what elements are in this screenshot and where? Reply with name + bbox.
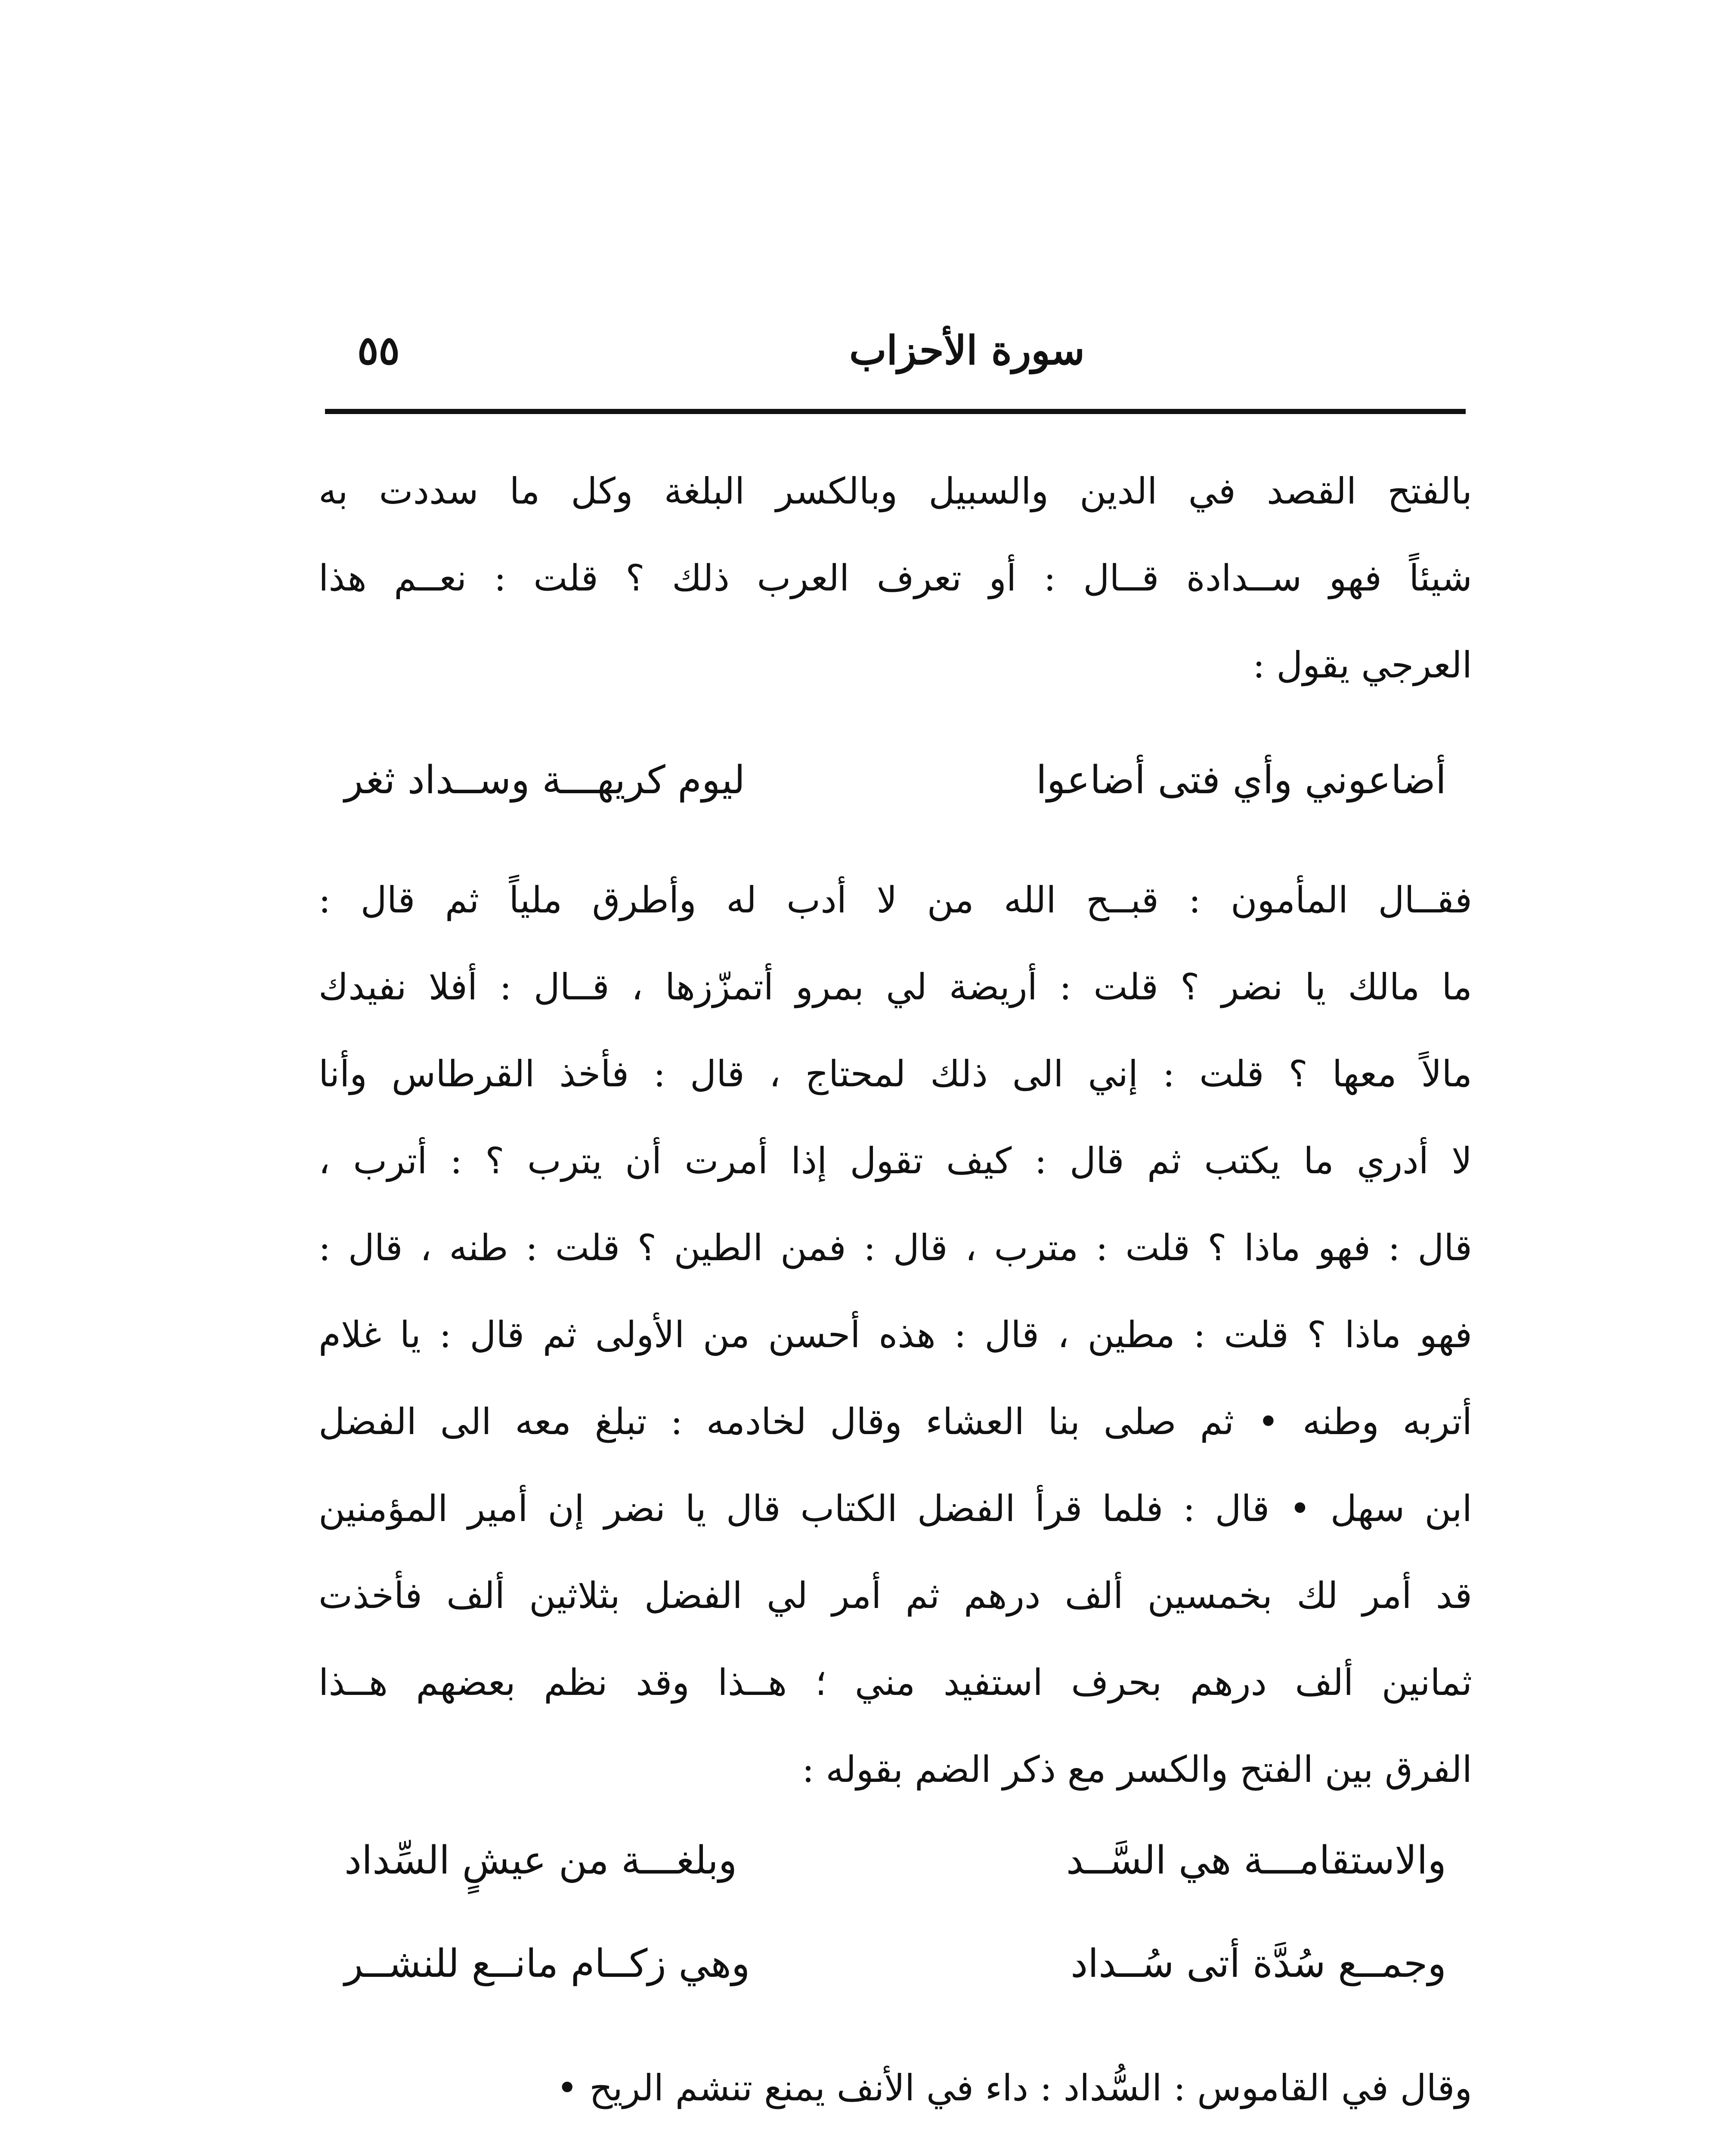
paragraph-2 <box>319 856 1472 1813</box>
verse-1 <box>344 758 1446 835</box>
paragraph-line: قال : فهو ماذا ؟ قلت : مترب ، قال : فمن الطين ؟ قلت : طنه ، قال : <box>319 1227 1472 1269</box>
verse-second-hemistich: وبلغـــة من عيشٍ السِّداد <box>344 1838 737 1883</box>
paragraph-line: فقــال المأمون : قبــح الله من لا أدب له وأطرق ملياً ثم قال : <box>319 879 1472 921</box>
verse-2 <box>344 1838 1446 1915</box>
paragraph-line: شيئاً فهو ســدادة قــال : أو تعرف العرب ذلك ؟ قلت : نعــم هذا <box>319 557 1472 599</box>
header-rule <box>325 409 1466 414</box>
verse-second-hemistich: وهي زكــام مانــع للنشــر <box>344 1941 750 1986</box>
verse-first-hemistich: والاستقامـــة هي السَّــد <box>1066 1838 1446 1883</box>
paragraph-line: ما مالك يا نضر ؟ قلت : أريضة لي بمرو أتمزّزها ، قــال : أفلا نفيدك <box>319 966 1472 1008</box>
verse-first-hemistich: وجمــع سُدَّة أتى سُــداد <box>1071 1941 1446 1986</box>
paragraph-line: مالاً معها ؟ قلت : إني الى ذلك لمحتاج ، قال : فأخذ القرطاس وأنا <box>319 1053 1472 1095</box>
paragraph-line: وقال في القاموس : السُّداد : داء في الأنف يمنع تنشم الريح • <box>556 2067 1472 2109</box>
paragraph-line: بالفتح القصد في الدين والسبيل وبالكسر البلغة وكل ما سددت به <box>319 470 1472 512</box>
paragraph-line: فهو ماذا ؟ قلت : مطين ، قال : هذه أحسن من الأولى ثم قال : يا غلام <box>319 1314 1472 1356</box>
paragraph-line: قد أمر لك بخمسين ألف درهم ثم أمر لي الفضل بثلاثين ألف فأخذت <box>319 1574 1472 1617</box>
paragraph-line: لا أدري ما يكتب ثم قال : كيف تقول إذا أمرت أن يترب ؟ : أترب ، <box>319 1140 1472 1182</box>
verse-second-hemistich: ليوم كريهـــة وســداد ثغر <box>344 758 746 803</box>
paragraph-1 <box>319 448 1472 708</box>
verse-first-hemistich: أضاعوني وأي فتى أضاعوا <box>1036 758 1446 803</box>
paragraph-line: ثمانين ألف درهم بحرف استفيد مني ؛ هــذا وقد نظم بعضهم هــذا <box>319 1661 1472 1704</box>
running-title: سورة الأحزاب <box>849 327 1085 374</box>
verse-3 <box>344 1941 1446 2019</box>
paragraph-line: الفرق بين الفتح والكسر مع ذكر الضم بقوله : <box>802 1748 1472 1790</box>
page-header <box>319 318 1472 383</box>
page-number: ٥٥ <box>357 327 400 374</box>
paragraph-3 <box>319 2044 1472 2131</box>
paragraph-line: ابن سهل • قال : فلما قرأ الفضل الكتاب قال يا نضر إن أمير المؤمنين <box>319 1487 1472 1530</box>
paragraph-line: العرجي يقول : <box>1253 644 1472 686</box>
paragraph-line: أتربه وطنه • ثم صلى بنا العشاء وقال لخادمه : تبلغ معه الى الفضل <box>319 1401 1472 1443</box>
